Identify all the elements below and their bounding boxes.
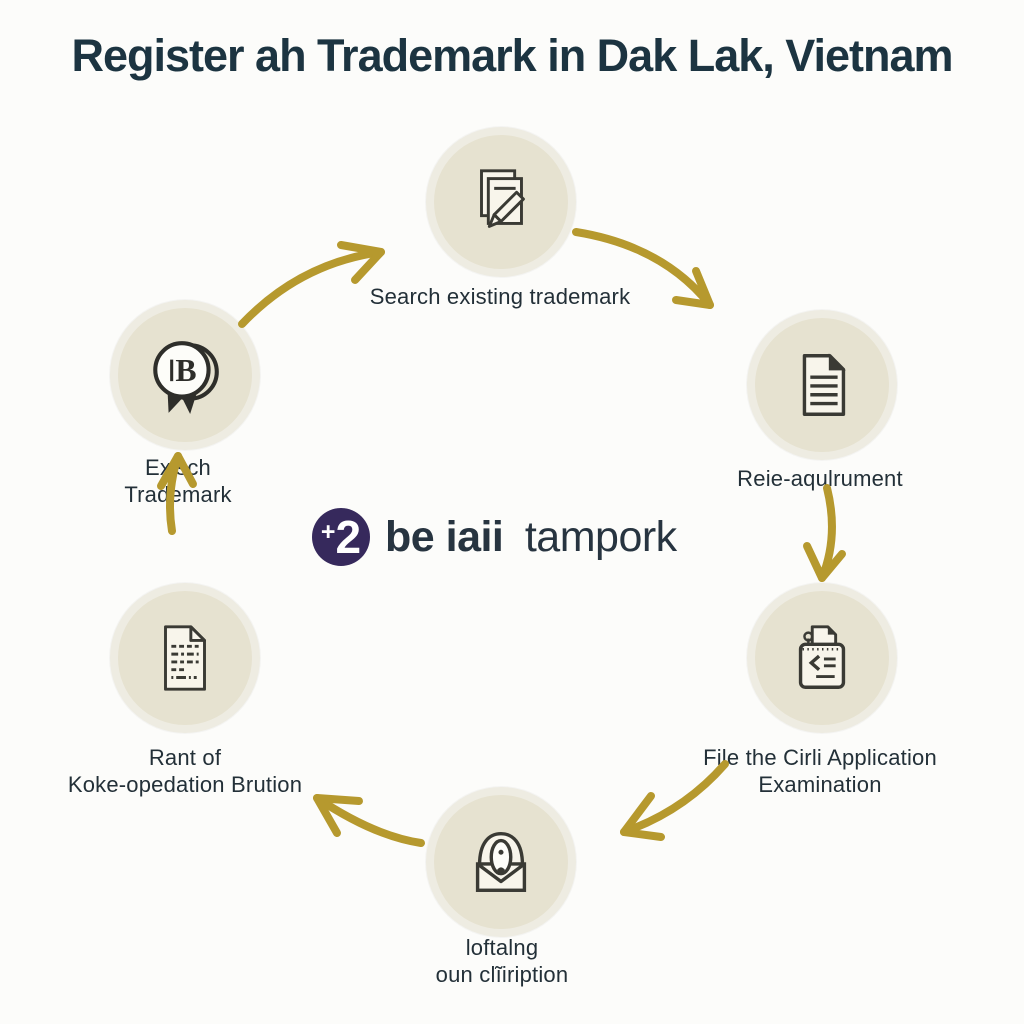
step-circle-grant (118, 591, 252, 725)
page-title: Register ah Trademark in Dak Lak, Vietnam (71, 30, 953, 81)
step-circle-search (434, 135, 568, 269)
logo-number: 2 (335, 511, 362, 563)
step-circle-requirement (755, 318, 889, 452)
envelope-seal-icon (462, 823, 540, 901)
step-label-notification: loftalng oun clĩiription (435, 935, 569, 987)
filing-inbox-icon (783, 619, 861, 697)
step-label-application: File the Cirli Application Examination (703, 745, 937, 797)
center-brand-logo (312, 506, 677, 568)
certificate-lines-icon (146, 619, 224, 697)
logo-wordmark: be iaii tampork (385, 512, 677, 561)
step-circle-application (755, 591, 889, 725)
step-label-search: Search existing trademark (369, 284, 631, 309)
step-label-grant: Rant of Koke-opedation Brution (67, 745, 303, 797)
svg-text:B: B (175, 353, 197, 389)
step-circle-existing (118, 308, 252, 442)
step-circle-notification (434, 795, 568, 929)
logo-plus: + (320, 517, 336, 546)
flow-arrow-5 (317, 798, 421, 843)
step-label-existing: Exisch Trademark (124, 455, 232, 507)
flow-arrow-3 (807, 488, 842, 578)
documents-pencil-icon (462, 163, 540, 241)
trademark-badge-icon (144, 334, 226, 416)
logo-badge-circle (312, 508, 370, 566)
document-lines-icon (783, 346, 861, 424)
step-label-requirement: Reie-aqulrument (737, 466, 903, 491)
